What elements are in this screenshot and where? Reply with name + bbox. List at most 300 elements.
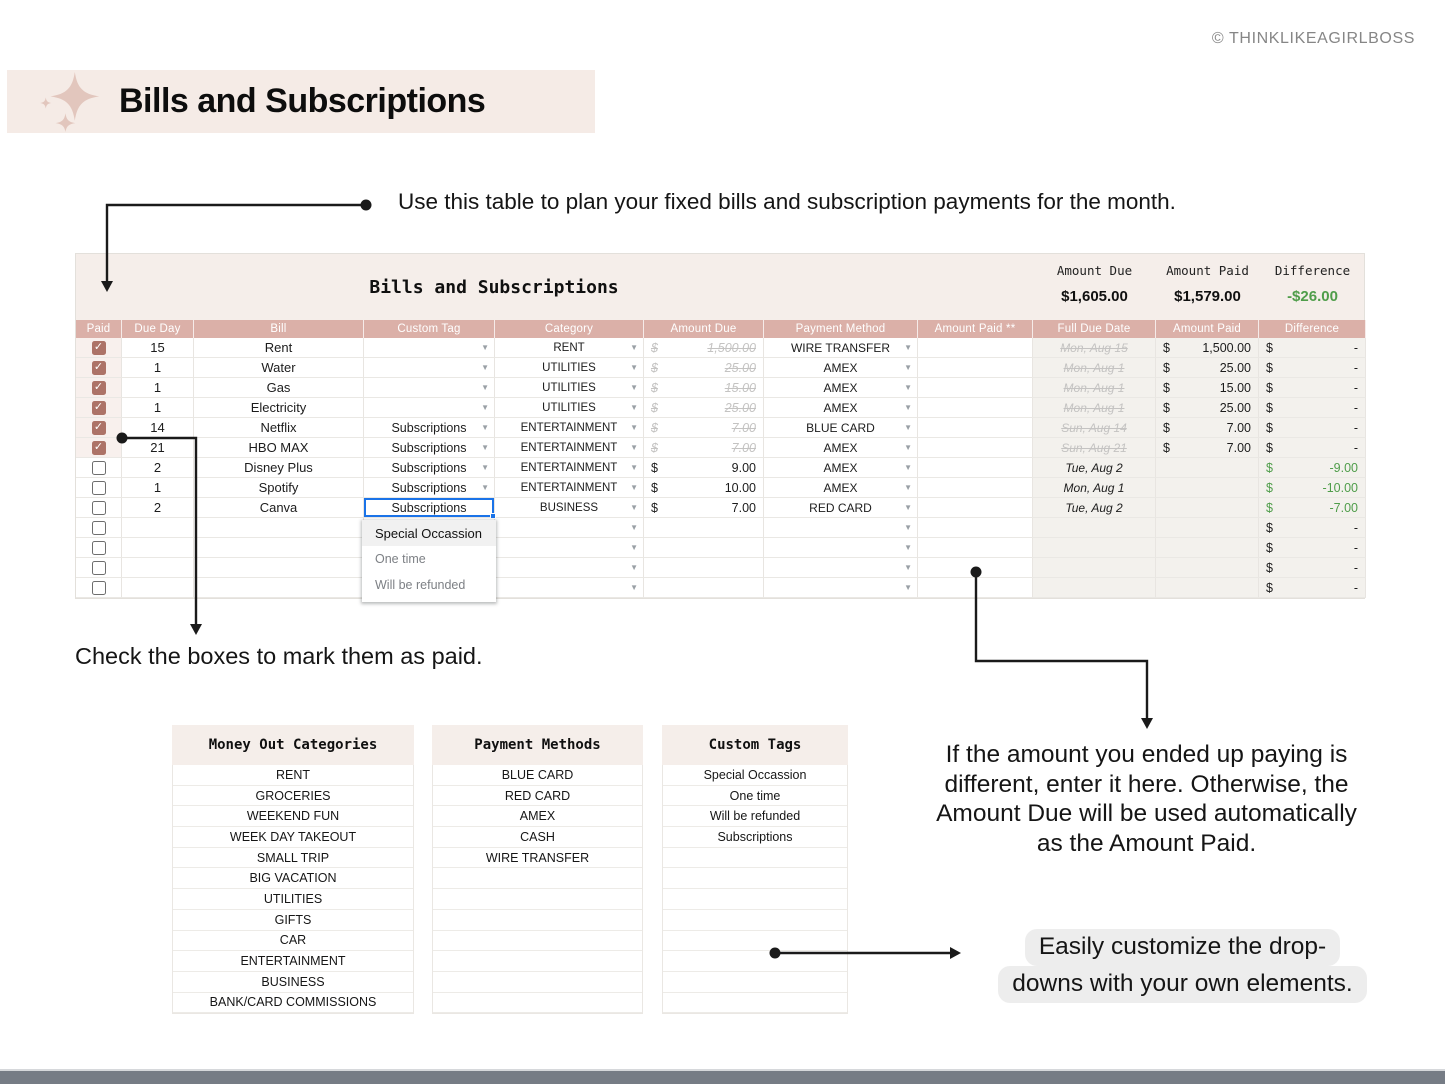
list-item[interactable]: WEEKEND FUN [173,806,413,827]
full-due-date-cell[interactable] [1033,558,1156,578]
column-header-paid: Paid [76,320,122,338]
amount-due-cell[interactable] [644,338,764,358]
currency-symbol: $ [1266,520,1273,535]
dropdown-arrow-icon[interactable]: ▼ [904,542,912,552]
full-due-date-cell[interactable] [1033,398,1156,418]
table-row [76,338,1364,358]
custom-tag-cell[interactable] [364,498,495,518]
amount-paid-cell[interactable] [1156,538,1259,558]
amount-paid-cell[interactable] [1156,558,1259,578]
list-item-empty[interactable] [663,993,847,1014]
difference-cell[interactable] [1259,418,1366,438]
list-item-empty[interactable] [433,910,642,931]
amount-paid-cell[interactable] [1156,418,1259,438]
full-due-date-cell[interactable] [1033,458,1156,478]
checkbox-unchecked[interactable] [92,581,106,595]
summary-label: Difference [1274,263,1351,278]
amount-paid-cell[interactable] [1156,338,1259,358]
checkbox-checked[interactable]: ✓ [92,401,106,415]
bill-cell[interactable] [194,578,364,598]
list-item[interactable]: RENT [173,765,413,786]
difference-value: - [1353,340,1358,355]
amount-paid-entry-cell[interactable] [918,418,1033,438]
sparkle-icon [37,72,107,132]
bill-cell[interactable]: Netflix [194,418,364,438]
amount-paid-entry-cell[interactable] [918,378,1033,398]
difference-value: - [1353,540,1358,555]
dropdown-arrow-icon[interactable]: ▼ [904,362,912,372]
dropdown-option-special-occassion[interactable]: Special Occassion [362,520,496,546]
dropdown-arrow-icon[interactable]: ▼ [904,522,912,532]
list-item[interactable]: Subscriptions [663,827,847,848]
column-header-amount-due: Amount Due [644,320,764,338]
custom-tag-cell[interactable] [364,338,495,358]
amount-paid-cell[interactable] [1156,358,1259,378]
list-item-empty[interactable] [663,848,847,869]
bill-cell[interactable]: HBO MAX [194,438,364,458]
dropdown-arrow-icon[interactable]: ▼ [904,562,912,572]
amount-due-value: 15.00 [724,380,756,395]
list-item-empty[interactable] [433,931,642,952]
amount-due-value: 7.00 [731,440,756,455]
amount-paid-entry-cell[interactable] [918,578,1033,598]
amount-paid-cell[interactable] [1156,458,1259,478]
full-due-date-cell[interactable] [1033,478,1156,498]
category-cell[interactable] [495,398,644,418]
due-day-cell[interactable]: 2 [122,498,194,518]
page-title: Bills and Subscriptions [119,82,486,120]
custom-tag-cell[interactable] [364,398,495,418]
amount-paid-cell[interactable] [1156,438,1259,458]
amount-paid-entry-cell[interactable] [918,478,1033,498]
category-cell[interactable] [495,418,644,438]
currency-symbol: $ [1266,480,1273,495]
table-row [76,478,1364,498]
dropdown-arrow-icon[interactable]: ▼ [630,462,638,472]
category-cell[interactable] [495,538,644,558]
list-item-empty[interactable] [663,910,847,931]
difference-cell[interactable] [1259,558,1366,578]
checkbox-checked[interactable]: ✓ [92,361,106,375]
bill-cell[interactable]: Canva [194,498,364,518]
bill-cell[interactable] [194,538,364,558]
sheet-rows [76,338,1364,598]
checkbox-unchecked[interactable] [92,501,106,515]
dropdown-option-will-be-refunded[interactable]: Will be refunded [375,578,466,592]
due-day-cell[interactable]: 15 [122,338,194,358]
checkbox-unchecked[interactable] [92,461,106,475]
amount-paid-cell[interactable] [1156,478,1259,498]
list-body [662,765,848,1014]
arrowhead-right-icon [950,947,961,959]
custom-tag-cell[interactable] [364,358,495,378]
paid-cell [76,538,122,558]
payment-methods-table [432,725,643,1014]
currency-symbol: $ [651,420,658,435]
currency-symbol: $ [1266,440,1273,455]
currency-symbol: $ [1163,380,1170,395]
currency-symbol: $ [1266,560,1273,575]
list-item-empty[interactable] [433,951,642,972]
table-row [76,418,1364,438]
note-line: Amount Due will be used automatically [936,800,1357,827]
custom-tag-cell[interactable] [364,378,495,398]
category-cell[interactable] [495,518,644,538]
note-line: different, enter it here. Otherwise, the [944,770,1349,798]
amount-due-cell[interactable] [644,558,764,578]
payment-method-cell[interactable] [764,538,918,558]
dropdown-arrow-icon[interactable]: ▼ [481,342,489,352]
currency-symbol: $ [1266,420,1273,435]
due-day-cell[interactable]: 1 [122,378,194,398]
custom-tag-value: Subscriptions [391,420,467,435]
custom-tag-cell[interactable] [364,418,495,438]
payment-method-value: AMEX [823,380,858,395]
category-cell[interactable] [495,478,644,498]
currency-symbol: $ [651,340,658,355]
category-cell[interactable] [495,438,644,458]
dropdown-option-one-time[interactable]: One time [375,552,426,566]
list-item[interactable]: WIRE TRANSFER [433,848,642,869]
bill-cell[interactable]: Rent [194,338,364,358]
list-item[interactable]: GIFTS [173,910,413,931]
due-day-cell[interactable] [122,518,194,538]
checkbox-unchecked[interactable] [92,541,106,555]
amount-due-cell[interactable] [644,438,764,458]
list-item-empty[interactable] [433,868,642,889]
custom-tag-value: Subscriptions [391,460,467,475]
category-value: RENT [553,341,585,354]
amount-paid-entry-cell[interactable] [918,438,1033,458]
bill-cell[interactable] [194,558,364,578]
dropdown-arrow-icon[interactable]: ▼ [630,382,638,392]
custom-tag-cell[interactable] [364,438,495,458]
amount-paid-entry-cell[interactable] [918,518,1033,538]
list-item-empty[interactable] [433,889,642,910]
custom-tag-value: Subscriptions [391,480,467,495]
amount-paid-cell[interactable] [1156,518,1259,538]
bill-cell[interactable]: Spotify [194,478,364,498]
arrowhead-down-icon [190,624,202,635]
category-cell[interactable] [495,458,644,478]
amount-due-cell[interactable] [644,398,764,418]
amount-due-cell[interactable] [644,538,764,558]
difference-cell[interactable] [1259,358,1366,378]
paid-cell [76,578,122,598]
paid-cell [76,518,122,538]
checkbox-checked[interactable]: ✓ [92,421,106,435]
bill-cell[interactable]: Gas [194,378,364,398]
dropdown-arrow-icon[interactable]: ▼ [904,502,912,512]
list-item[interactable]: AMEX [433,806,642,827]
due-day-cell[interactable]: 1 [122,398,194,418]
dropdown-arrow-icon[interactable]: ▼ [481,402,489,412]
pill-line: Easily customize the drop- [1025,929,1340,966]
category-cell[interactable] [495,378,644,398]
difference-cell[interactable] [1259,498,1366,518]
payment-method-value: AMEX [823,360,858,375]
full-due-date-value: Tue, Aug 2 [1065,460,1123,475]
note-line: If the amount you ended up paying is [945,741,1348,768]
difference-value: -7.00 [1329,500,1358,515]
payment-method-cell[interactable] [764,358,918,378]
annotation-plan: Use this table to plan your fixed bills and subscription payments for the month. [398,189,1176,214]
list-item[interactable]: SMALL TRIP [173,848,413,869]
category-cell[interactable] [495,558,644,578]
column-header-bill: Bill [194,320,364,338]
full-due-date-cell[interactable] [1033,418,1156,438]
due-day-cell[interactable]: 21 [122,438,194,458]
category-cell[interactable] [495,358,644,378]
bill-cell[interactable]: Electricity [194,398,364,418]
dropdown-arrow-icon[interactable]: ▼ [630,422,638,432]
full-due-date-cell[interactable] [1033,578,1156,598]
payment-method-cell[interactable] [764,558,918,578]
difference-value: - [1353,520,1358,535]
column-header-payment-method: Payment Method [764,320,918,338]
dropdown-arrow-icon[interactable]: ▼ [904,342,912,352]
list-title: Payment Methods [432,725,643,765]
amount-due-cell[interactable] [644,578,764,598]
bill-cell[interactable] [194,518,364,538]
payment-method-cell[interactable] [764,338,918,358]
list-item-empty[interactable] [433,993,642,1014]
dropdown-arrow-icon[interactable]: ▼ [904,382,912,392]
category-cell[interactable] [495,498,644,518]
table-row [76,498,1364,518]
full-due-date-value: Mon, Aug 15 [1060,340,1128,355]
amount-paid-entry-cell[interactable] [918,398,1033,418]
full-due-date-value: Mon, Aug 1 [1063,480,1125,495]
money-out-categories-table [172,725,414,1014]
category-cell[interactable] [495,338,644,358]
amount-due-cell[interactable] [644,458,764,478]
full-due-date-cell[interactable] [1033,358,1156,378]
amount-due-cell[interactable] [644,418,764,438]
payment-method-cell[interactable] [764,518,918,538]
arrowhead-down-icon [1141,718,1153,729]
difference-cell[interactable] [1259,538,1366,558]
payment-method-cell[interactable] [764,498,918,518]
currency-symbol: $ [1266,540,1273,555]
payment-method-cell[interactable] [764,478,918,498]
due-day-cell[interactable]: 2 [122,458,194,478]
list-title: Custom Tags [662,725,848,765]
full-due-date-cell[interactable] [1033,518,1156,538]
currency-symbol: $ [1266,380,1273,395]
dropdown-arrow-icon[interactable]: ▼ [630,502,638,512]
payment-method-cell[interactable] [764,578,918,598]
full-due-date-value: Sun, Aug 21 [1061,440,1127,455]
table-row [76,458,1364,478]
dropdown-arrow-icon[interactable]: ▼ [481,382,489,392]
difference-cell[interactable] [1259,578,1366,598]
list-item[interactable]: ENTERTAINMENT [173,951,413,972]
difference-value: - [1353,440,1358,455]
dropdown-arrow-icon[interactable]: ▼ [630,482,638,492]
checkbox-unchecked[interactable] [92,481,106,495]
amount-due-cell[interactable] [644,498,764,518]
dropdown-arrow-icon[interactable]: ▼ [630,402,638,412]
summary-value: -$26.00 [1287,288,1338,305]
difference-cell[interactable] [1259,438,1366,458]
amount-paid-cell[interactable] [1156,398,1259,418]
full-due-date-cell[interactable] [1033,538,1156,558]
amount-paid-cell[interactable] [1156,578,1259,598]
difference-value: - [1353,380,1358,395]
amount-paid-entry-cell[interactable] [918,498,1033,518]
difference-cell[interactable] [1259,338,1366,358]
bill-cell[interactable]: Disney Plus [194,458,364,478]
category-cell[interactable] [495,578,644,598]
paid-cell [76,418,122,438]
difference-value: -9.00 [1329,460,1358,475]
checkbox-unchecked[interactable] [92,561,106,575]
dropdown-arrow-icon[interactable]: ▼ [630,542,638,552]
fill-handle[interactable] [490,513,496,519]
dropdown-arrow-icon[interactable]: ▼ [904,482,912,492]
custom-tag-cell[interactable] [364,478,495,498]
dropdown-arrow-icon[interactable]: ▼ [904,442,912,452]
dropdown-arrow-icon[interactable]: ▼ [481,422,489,432]
dropdown-arrow-icon[interactable]: ▼ [904,582,912,592]
checkbox-checked[interactable]: ✓ [92,381,106,395]
dropdown-arrow-icon[interactable]: ▼ [481,482,489,492]
table-row [76,538,1364,558]
table-row [76,578,1364,598]
dropdown-arrow-icon[interactable]: ▼ [630,362,638,372]
amount-paid-value: 7.00 [1226,420,1251,435]
list-item[interactable]: Special Occassion [663,765,847,786]
due-day-cell[interactable]: 14 [122,418,194,438]
list-item[interactable]: CAR [173,931,413,952]
amount-due-cell[interactable] [644,478,764,498]
difference-cell[interactable] [1259,398,1366,418]
table-title: Bills and Subscriptions [369,277,619,298]
list-item[interactable]: BLUE CARD [433,765,642,786]
list-item[interactable]: GROCERIES [173,786,413,807]
dropdown-arrow-icon[interactable]: ▼ [481,362,489,372]
checkbox-checked[interactable]: ✓ [92,441,106,455]
bill-cell[interactable]: Water [194,358,364,378]
payment-method-cell[interactable] [764,458,918,478]
difference-value: - [1353,400,1358,415]
paid-cell [76,458,122,478]
due-day-cell[interactable]: 1 [122,358,194,378]
amount-paid-cell[interactable] [1156,498,1259,518]
payment-method-value: RED CARD [809,500,872,515]
list-body [172,765,414,1014]
payment-method-cell[interactable] [764,418,918,438]
list-item-empty[interactable] [663,889,847,910]
amount-paid-entry-cell[interactable] [918,558,1033,578]
custom-tag-cell[interactable] [364,458,495,478]
due-day-cell[interactable] [122,578,194,598]
category-value: UTILITIES [542,361,596,374]
list-item[interactable]: BUSINESS [173,972,413,993]
amount-paid-entry-cell[interactable] [918,338,1033,358]
list-item-empty[interactable] [433,972,642,993]
list-item-empty[interactable] [663,951,847,972]
list-item[interactable]: RED CARD [433,786,642,807]
list-item[interactable]: CASH [433,827,642,848]
dropdown-arrow-icon[interactable]: ▼ [904,402,912,412]
amount-paid-cell[interactable] [1156,378,1259,398]
due-day-cell[interactable] [122,538,194,558]
dropdown-arrow-icon[interactable]: ▼ [904,422,912,432]
currency-symbol: $ [1266,500,1273,515]
full-due-date-value: Sun, Aug 14 [1061,420,1127,435]
difference-cell[interactable] [1259,518,1366,538]
dropdown-arrow-icon[interactable]: ▼ [630,522,638,532]
dropdown-arrow-icon[interactable]: ▼ [630,582,638,592]
payment-method-cell[interactable] [764,378,918,398]
summary-amount-due [1033,254,1156,305]
list-item-empty[interactable] [663,972,847,993]
amount-paid-entry-cell[interactable] [918,358,1033,378]
list-item[interactable]: UTILITIES [173,889,413,910]
dropdown-arrow-icon[interactable]: ▼ [481,462,489,472]
difference-cell[interactable] [1259,378,1366,398]
full-due-date-cell[interactable] [1033,498,1156,518]
summary-label: Amount Due [1056,263,1133,278]
currency-symbol: $ [1266,580,1273,595]
amount-paid-entry-cell[interactable] [918,538,1033,558]
full-due-date-cell[interactable] [1033,338,1156,358]
list-item-empty[interactable] [663,931,847,952]
list-item-empty[interactable] [663,868,847,889]
full-due-date-value: Tue, Aug 2 [1065,500,1123,515]
dropdown-arrow-icon[interactable]: ▼ [630,342,638,352]
list-item[interactable]: Will be refunded [663,806,847,827]
summary-difference [1259,254,1366,305]
difference-cell[interactable] [1259,458,1366,478]
dropdown-arrow-icon[interactable]: ▼ [904,462,912,472]
amount-paid-entry-cell[interactable] [918,458,1033,478]
dropdown-arrow-icon[interactable]: ▼ [630,442,638,452]
paid-cell [76,338,122,358]
payment-method-cell[interactable] [764,398,918,418]
amount-due-cell[interactable] [644,378,764,398]
list-item[interactable]: One time [663,786,847,807]
difference-cell[interactable] [1259,478,1366,498]
currency-symbol: $ [651,480,658,495]
checkbox-checked[interactable]: ✓ [92,341,106,355]
full-due-date-value: Mon, Aug 1 [1063,360,1125,375]
list-item[interactable]: WEEK DAY TAKEOUT [173,827,413,848]
payment-method-value: WIRE TRANSFER [790,340,891,355]
custom-tag-value: Subscriptions [391,500,467,515]
amount-paid-value: 1,500.00 [1202,340,1251,355]
amount-due-cell[interactable] [644,518,764,538]
full-due-date-cell[interactable] [1033,438,1156,458]
payment-method-cell[interactable] [764,438,918,458]
table-row [76,398,1364,418]
difference-value: - [1353,360,1358,375]
list-item[interactable]: BANK/CARD COMMISSIONS [173,993,413,1014]
due-day-cell[interactable] [122,558,194,578]
due-day-cell[interactable]: 1 [122,478,194,498]
dropdown-arrow-icon[interactable]: ▼ [481,442,489,452]
difference-value: - [1353,580,1358,595]
checkbox-unchecked[interactable] [92,521,106,535]
summary-value: $1,579.00 [1174,288,1241,305]
dropdown-arrow-icon[interactable]: ▼ [630,562,638,572]
paid-cell [76,378,122,398]
list-item[interactable]: BIG VACATION [173,868,413,889]
full-due-date-cell[interactable] [1033,378,1156,398]
amount-due-cell[interactable] [644,358,764,378]
